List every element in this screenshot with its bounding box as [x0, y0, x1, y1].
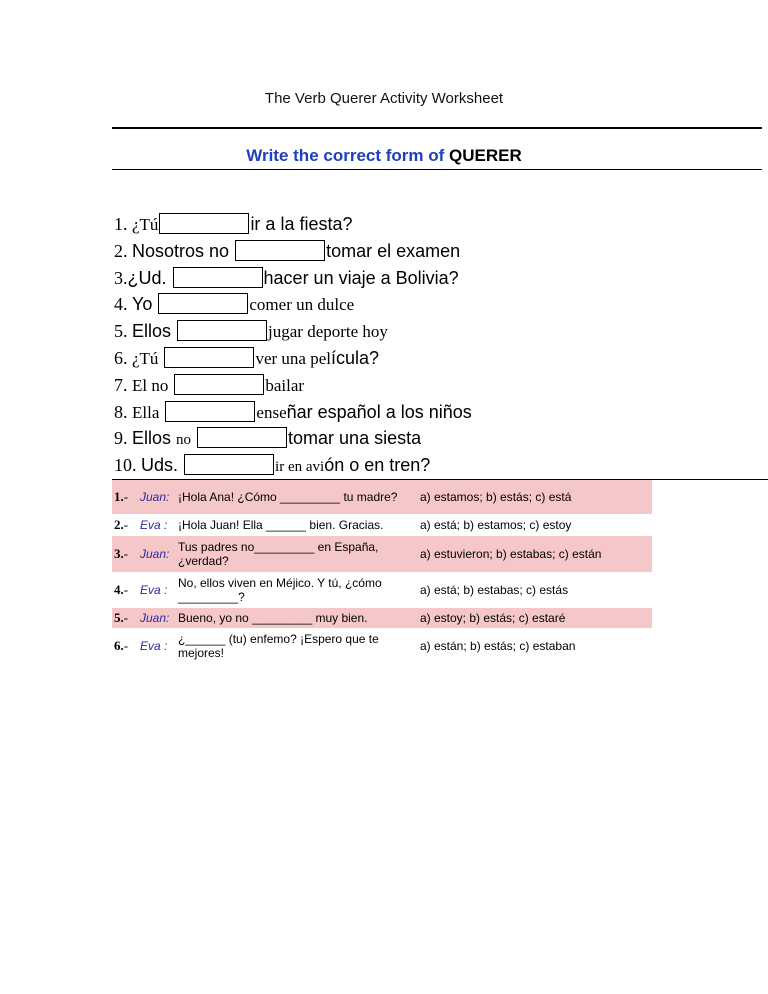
dialogue-line: Bueno, yo no _________ muy bien. [178, 611, 368, 625]
instruction-heading [0, 146, 768, 166]
exercise-rest: comer un dulce [249, 295, 355, 315]
dialogue-speaker: Eva : [140, 583, 168, 597]
dialogue-speaker: Juan: [140, 490, 170, 504]
answer-box-1[interactable] [159, 213, 249, 234]
heading-rule [112, 169, 762, 170]
exercise-5 [114, 318, 754, 345]
dialogue-options: a) estoy; b) estás; c) estaré [420, 611, 566, 625]
exercise-4 [114, 291, 754, 318]
dialogue-number: 6.- [114, 638, 129, 653]
top-rule [112, 127, 762, 129]
dialogue-options: a) estuvieron; b) estabas; c) están [420, 547, 602, 561]
dialogue-line: ¿______ (tu) enfemo? ¡Espero que te mejores! [178, 632, 379, 660]
answer-box-8[interactable] [165, 401, 255, 422]
dialogue-number: 4.- [114, 582, 129, 597]
exercise-9 [114, 425, 754, 452]
exercise-rest: jugar deporte hoy [268, 322, 388, 342]
exercise-number: 10. [114, 455, 141, 476]
dialogue-row-5 [112, 608, 652, 628]
exercise-2 [114, 238, 754, 265]
exercise-number: 2. [114, 240, 132, 261]
exercise-rest-end: ón o en tren? [324, 455, 431, 476]
exercise-number: 4. [114, 294, 132, 315]
exercise-7 [114, 372, 754, 399]
dialogue-row-2 [112, 514, 652, 536]
exercise-number: 5. [114, 321, 132, 342]
exercise-rest: tomar una siesta [288, 428, 422, 449]
dialogue-number: 5.- [114, 610, 129, 625]
answer-box-3[interactable] [173, 267, 263, 288]
answer-box-10[interactable] [184, 454, 274, 475]
exercise-prompt: ¿Tú [132, 348, 159, 368]
exercise-prompt: ¿Ud. [127, 267, 167, 288]
exercise-8 [114, 399, 754, 426]
exercise-6 [114, 345, 754, 372]
dialogue-line: Tus padres no_________ en España, ¿verdad? [178, 540, 379, 568]
dialogue-line: No, ellos viven en Méjico. Y tú, ¿cómo _________? [178, 576, 382, 604]
answer-box-7[interactable] [174, 374, 264, 395]
exercise-number: 9. [114, 428, 132, 449]
exercise-prompt: Uds. [141, 455, 179, 476]
exercise-rest: bailar [265, 375, 305, 395]
exercise-prompt: Nosotros no [132, 240, 230, 261]
exercise-rest: tomar el examen [326, 240, 461, 261]
exercise-rest: hacer un viaje a Bolivia? [263, 267, 459, 288]
exercise-rest-end: ícula? [330, 347, 380, 368]
exercise-prompt: El no [132, 375, 169, 395]
exercise-rest: ense [256, 402, 287, 422]
dialogue-number: 2.- [114, 517, 129, 532]
answer-box-4[interactable] [158, 293, 248, 314]
dialogue-options: a) está; b) estabas; c) estás [420, 583, 569, 597]
exercise-prompt-end: no [176, 432, 192, 449]
dialogue-options: a) estamos; b) estás; c) está [420, 490, 572, 504]
exercise-prompt: Ellos [132, 428, 177, 449]
answer-box-5[interactable] [177, 320, 267, 341]
dialogue-options: a) están; b) estás; c) estaban [420, 639, 576, 653]
dialogue-speaker: Eva : [140, 639, 168, 653]
dialogue-speaker: Juan: [140, 611, 170, 625]
dialogue-row-6 [112, 628, 652, 664]
exercise-rest: ver una pel [255, 348, 331, 368]
dialogue-number: 1.- [114, 489, 129, 504]
exercise-prompt: Ellos [132, 321, 172, 342]
document-title: The Verb Querer Activity Worksheet [264, 90, 504, 107]
exercise-number: 7. [114, 374, 132, 395]
exercise-number: 1. [114, 214, 132, 234]
exercise-prompt: Ella [132, 402, 160, 422]
dialogue-row-3 [112, 536, 652, 572]
dialogue-speaker: Eva : [140, 518, 168, 532]
instruction-lead: Write the correct form of [246, 146, 450, 165]
exercise-rest: ir en avi [275, 459, 325, 476]
exercise-1 [114, 211, 754, 238]
dialogue-options: a) está; b) estamos; c) estoy [420, 518, 572, 532]
exercise-number: 6. [114, 347, 132, 368]
exercise-rest: ir a la fiesta? [250, 214, 353, 234]
exercise-number: 3. [114, 267, 128, 288]
dialogue-line: ¡Hola Ana! ¿Cómo _________ tu madre? [178, 490, 398, 504]
exercise-prompt: Yo [132, 294, 153, 315]
instruction-verb: QUERER [449, 146, 522, 165]
exercise-rest-end: ñar español a los niños [286, 401, 472, 422]
exercise-list [114, 211, 754, 479]
exercise-10 [114, 452, 754, 479]
answer-box-6[interactable] [164, 347, 254, 368]
dialogue-number: 3.- [114, 546, 129, 561]
dialogue-speaker: Juan: [140, 547, 170, 561]
dialogue-table [112, 480, 652, 664]
exercise-3 [114, 265, 754, 292]
answer-box-9[interactable] [197, 427, 287, 448]
dialogue-line: ¡Hola Juan! Ella ______ bien. Gracias. [178, 518, 384, 532]
exercise-prompt: ¿Tú [132, 215, 159, 234]
exercise-number: 8. [114, 401, 132, 422]
dialogue-row-4 [112, 572, 652, 608]
dialogue-row-1 [112, 480, 652, 514]
answer-box-2[interactable] [235, 240, 325, 261]
